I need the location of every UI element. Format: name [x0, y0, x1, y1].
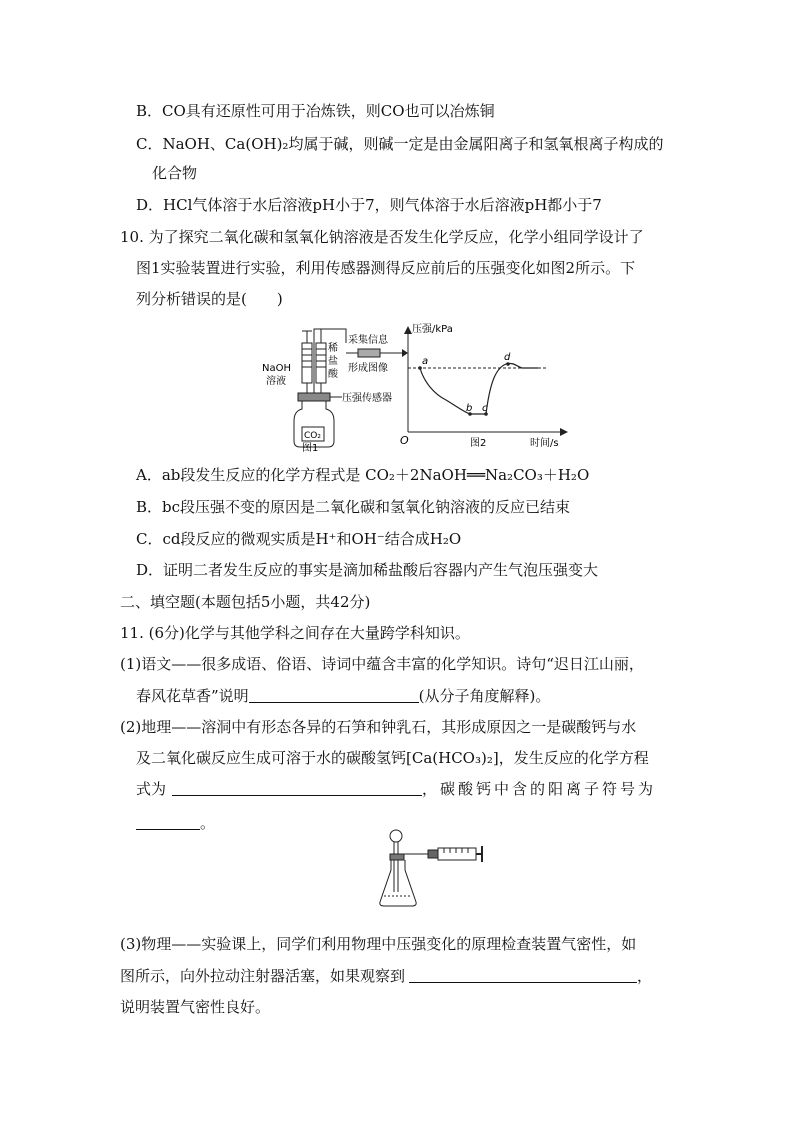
sensor-label: 压强传感器	[342, 393, 392, 404]
figure2-ylabel: 压强/kPa	[412, 324, 453, 335]
q11-p2-line3	[136, 779, 656, 799]
data-logger	[358, 349, 380, 357]
figure1-apparatus	[258, 325, 408, 453]
label-d: d	[504, 352, 511, 363]
figure1-caption: 图1	[302, 443, 319, 453]
q11-p1-line2	[136, 686, 550, 706]
label-c: c	[482, 403, 488, 414]
figure2-xlabel: 时间/s	[530, 438, 559, 449]
answer-blank-4[interactable]	[409, 967, 637, 983]
origin-label: O	[400, 434, 409, 447]
pressure-curve	[420, 363, 538, 414]
figure1-naoh-label: NaOH	[262, 363, 291, 374]
right-syringe	[316, 329, 326, 395]
q11-p1-line2-text: 春风花草香”说明	[136, 687, 249, 705]
q11-p2-line1: (2)地理——溶洞中有形态各异的石笋和钟乳石，其形成原因之一是碳酸钙与水	[120, 718, 637, 736]
acid-label-3: 酸	[328, 369, 338, 380]
collect-label: 采集信息	[348, 335, 388, 346]
figure2-caption: 图2	[470, 438, 487, 449]
stopper	[298, 393, 330, 401]
q11-p3-line1: (3)物理——实验课上，同学们利用物理中压强变化的原理检查装置气密性，如	[120, 935, 637, 953]
q9-option-c-line2: 化合物	[152, 164, 198, 182]
q10-option-c: C．cd段反应的微观实质是H⁺和OH⁻结合成H₂O	[136, 530, 462, 548]
section-2-heading: 二、填空题(本题包括5小题，共42分)	[120, 593, 371, 611]
q11-p3-line2-text: 图所示，向外拉动注射器活塞，如果观察到	[120, 967, 406, 985]
q10-stem-line1: 10. 为了探究二氧化碳和氢氧化钠溶液是否发生化学反应，化学小组同学设计了	[120, 228, 644, 246]
form-image-label: 形成图像	[348, 363, 388, 374]
q11-stem: 11. (6分)化学与其他学科之间存在大量跨学科知识。	[120, 624, 470, 642]
q10-option-b: B．bc段压强不变的原因是二氧化碳和氢氧化钠溶液的反应已结束	[136, 498, 571, 516]
q11-p2-line3-tail: ，碳酸钙中含的阳离子符号为	[422, 780, 657, 798]
funnel-bulb	[390, 830, 402, 842]
q11-p2-line4-tail: 。	[200, 814, 216, 832]
airtightness-apparatus	[376, 826, 488, 912]
left-syringe	[302, 331, 312, 395]
acid-label-2: 盐	[328, 356, 338, 367]
q9-option-c-line1: C．NaOH、Ca(OH)₂均属于碱，则碱一定是由金属阳离子和氢氧根离子构成的	[136, 135, 664, 153]
label-a: a	[422, 356, 429, 367]
q10-stem-line2: 图1实验装置进行实验，利用传感器测得反应前后的压强变化如图2所示。下	[136, 259, 636, 277]
q10-option-d: D．证明二者发生反应的事实是滴加稀盐酸后容器内产生气泡压强变大	[136, 561, 599, 579]
q11-p3-line3: 说明装置气密性良好。	[120, 998, 271, 1016]
answer-blank-1[interactable]	[249, 687, 419, 703]
q11-p3-line2	[120, 966, 652, 986]
figure2-chart	[398, 322, 570, 450]
flask-stopper	[390, 854, 404, 860]
figure1-solution-label: 溶液	[266, 376, 286, 387]
q11-p3-line2-tail: ，	[637, 967, 653, 985]
q9-option-d: D．HCl气体溶于水后溶液pH小于7，则气体溶于水后溶液pH都小于7	[136, 196, 602, 214]
q10-option-a: A．ab段发生反应的化学方程式是 CO₂＋2NaOH══Na₂CO₃＋H₂O	[136, 466, 590, 484]
q10-stem-line3: 列分析错误的是( )	[136, 290, 283, 308]
q9-option-b: B．CO具有还原性可用于冶炼铁，则CO也可以冶炼铜	[136, 102, 495, 120]
answer-blank-2[interactable]	[172, 780, 422, 796]
q11-p2-line3-text: 式为	[136, 780, 167, 798]
co2-label: CO₂	[304, 431, 321, 441]
answer-blank-3[interactable]	[136, 814, 200, 830]
q11-p2-line4	[136, 813, 215, 833]
q11-p1-line2-tail: (从分子角度解释)。	[418, 687, 551, 705]
q11-p1-line1: (1)语文——很多成语、俗语、诗词中蕴含丰富的化学知识。诗句“迟日江山丽，	[120, 655, 644, 673]
acid-label-1: 稀	[328, 343, 338, 354]
label-b: b	[466, 403, 473, 414]
q11-p2-line2: 及二氧化碳反应生成可溶于水的碳酸氢钙[Ca(HCO₃)₂]，发生反应的化学方程	[136, 749, 649, 767]
